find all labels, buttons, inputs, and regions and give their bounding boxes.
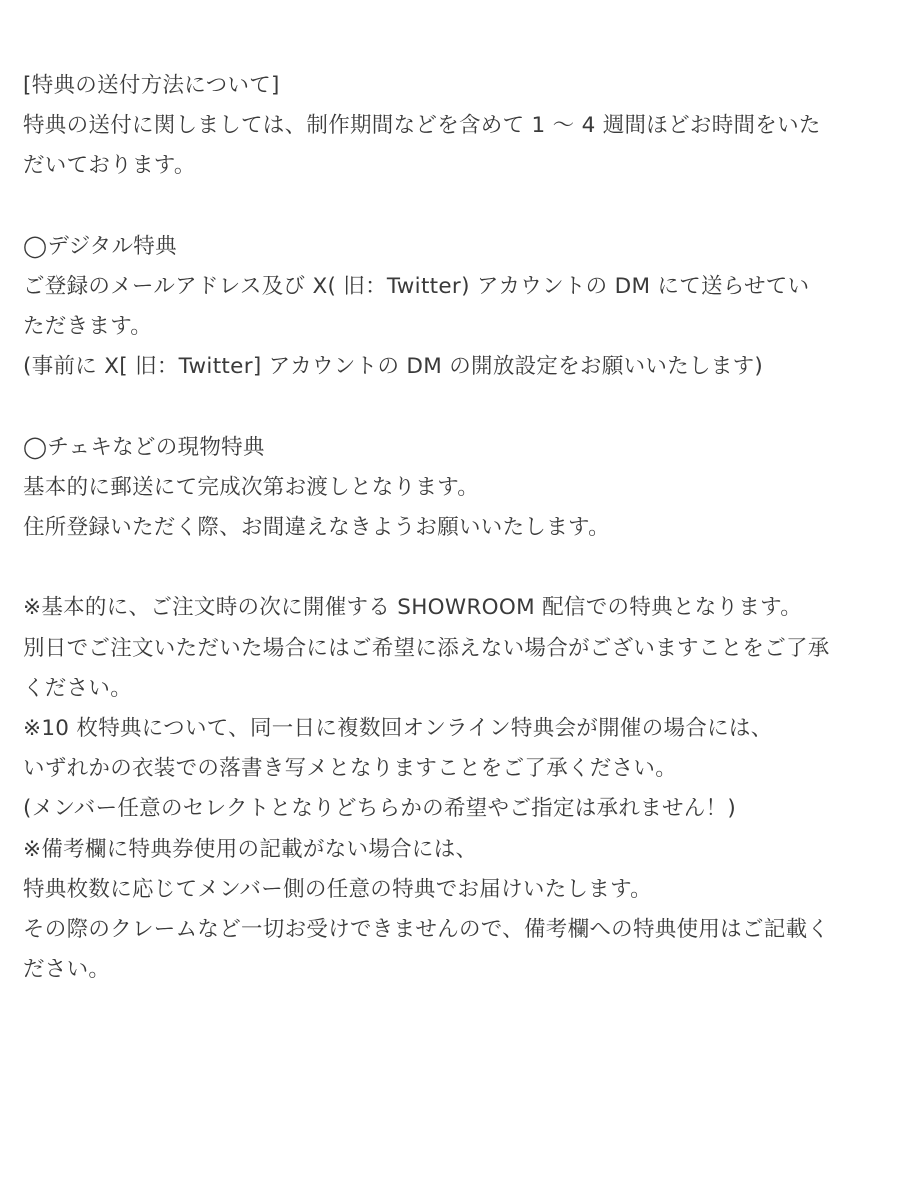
spacer — [23, 187, 883, 227]
paragraph-line: (事前に X[ 旧：Twitter] アカウントの DM の開放設定をお願いいたします) — [23, 354, 764, 380]
subsection-heading-digital: ◯デジタル特典 — [23, 233, 177, 259]
note-line: その際のクレームなど一切お受けできませんので、備考欄への特典使用はご記載く — [23, 916, 830, 942]
paragraph-line: 住所登録いただく際、お間違えなきようお願いいたします。 — [23, 515, 610, 541]
note-line: いずれかの衣装での落書き写メとなりますことをご了承ください。 — [23, 756, 678, 782]
note-line: 特典枚数に応じてメンバー側の任意の特典でお届けいたします。 — [23, 876, 652, 902]
spacer — [23, 388, 883, 428]
note-line: ※備考欄に特典券使用の記載がない場合には、 — [23, 836, 478, 862]
note-line: ※基本的に、ご注文時の次に開催する SHOWROOM 配信での特典となります。 — [23, 595, 802, 621]
note-line: 別日でご注文いただいた場合にはご希望に添えない場合がございますことをご了承 — [23, 635, 830, 661]
note-line: ※10 枚特典について、同一日に複数回オンライン特典会が開催の場合には、 — [23, 716, 773, 741]
paragraph-line: ご登録のメールアドレス及び X( 旧：Twitter) アカウントの DM にて送らせてい — [23, 273, 810, 299]
spacer — [23, 548, 883, 588]
paragraph-line: 特典の送付に関しましては、制作期間などを含めて 1 〜 4 週間ほどお時間をいた — [23, 113, 821, 139]
paragraph-line: ただきます。 — [23, 314, 153, 340]
section-heading: [特典の送付方法について] — [23, 73, 280, 98]
note-line: (メンバー任意のセレクトとなりどちらかの希望やご指定は承れません！) — [23, 796, 737, 822]
paragraph-line: だいております。 — [23, 153, 196, 179]
note-line: ください。 — [23, 675, 133, 701]
paragraph-line: 基本的に郵送にて完成次第お渡しとなります。 — [23, 474, 480, 500]
subsection-heading-physical: ◯チェキなどの現物特典 — [23, 434, 265, 460]
shipping-info-document — [23, 66, 883, 990]
note-line: ださい。 — [23, 957, 111, 983]
